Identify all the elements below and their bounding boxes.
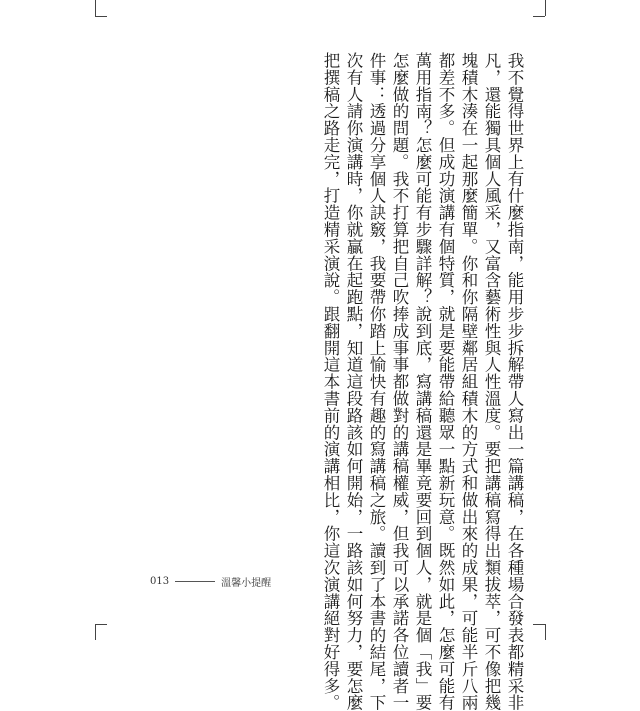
text-column: 件事：透過分享個人訣竅，我要帶你踏上愉快有趣的寫講稿之旅。讀到了本書的結尾，下 [367,52,386,711]
text-column: 怎麼做的問題。我不打算把自己吹捧成事事都做對的講稿權威，但我可以承諾各位讀者一 [390,52,409,711]
crop-mark [533,624,545,625]
page-footer [150,574,271,589]
crop-mark [95,0,96,16]
text-column: 次有人請你演講時，你就贏在起跑點，知道這段路該如何開始，一路該如何努力，要怎麼 [344,52,363,711]
crop-mark [533,16,545,17]
crop-mark [545,0,546,16]
crop-mark [545,624,546,640]
text-column: 把撰稿之路走完，打造精采演說。跟翻開這本書前的演講相比，你這次演講絕對好得多。 [321,52,340,711]
text-column: 我不覺得世界上有什麼指南，能用步步拆解帶人寫出一篇講稿，在各種場合發表都精采非 [505,52,524,711]
section-title: 溫馨小提醒 [221,578,272,589]
text-column: 都差不多。但成功演講有個特質，就是要能帶給聽眾一點新玩意。既然如此，怎麼可能有 [436,52,455,711]
crop-mark [95,16,107,17]
text-column: 塊積木湊在一起那麼簡單。你和你隔壁鄰居組積木的方式和做出來的成果，可能半斤八兩 [459,52,478,711]
crop-mark [95,624,96,640]
text-column: 萬用指南？怎麼可能有步驟詳解？說到底，寫講稿還是畢竟要回到個人，就是個「我」要 [413,52,432,711]
page-number: 013 [150,576,170,587]
crop-mark [95,624,107,625]
body-text [319,52,526,711]
text-column: 凡，還能獨具個人風采，又富含藝術性與人性溫度。要把講稿寫得出類拔萃，可不像把幾 [482,52,501,711]
footer-rule [175,581,215,582]
